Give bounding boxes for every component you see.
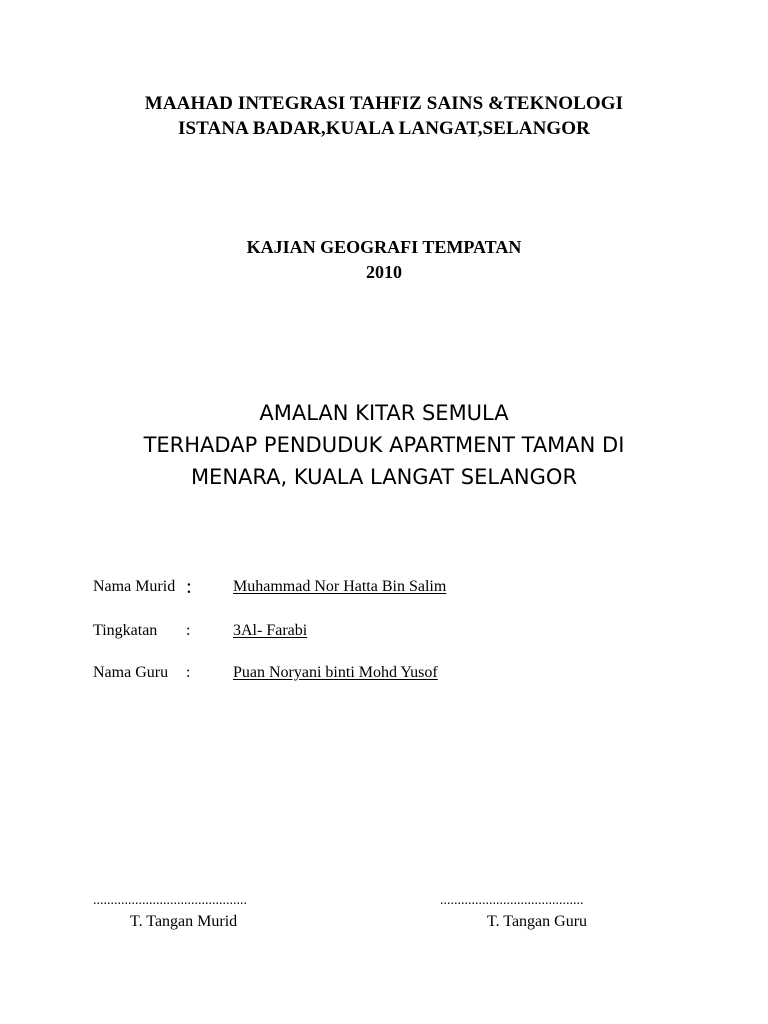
topic-line-3: MENARA, KUALA LANGAT SELANGOR	[190, 465, 578, 489]
school-name-line-2: ISTANA BADAR,KUALA LANGAT,SELANGOR	[178, 118, 590, 139]
school-name-line-1: MAAHAD INTEGRASI TAHFIZ SAINS &TEKNOLOGI	[144, 93, 624, 114]
study-title: KAJIAN GEOGRAFI TEMPATAN	[246, 237, 522, 257]
student-signature-label: T. Tangan Murid	[130, 913, 238, 930]
teacher-name-value: Puan Noryani binti Mohd Yusof	[233, 664, 438, 681]
form-value: 3Al- Farabi	[233, 622, 308, 639]
form-label: Tingkatan	[93, 622, 158, 639]
student-name-value: Muhammad Nor Hatta Bin Salim	[233, 578, 447, 595]
student-signature-line: ............................................	[93, 893, 247, 908]
teacher-signature-line: .........................................	[440, 893, 584, 908]
study-year: 2010	[366, 262, 402, 282]
teacher-name-label: Nama Guru	[93, 664, 169, 681]
topic-line-2: TERHADAP PENDUDUK APARTMENT TAMAN DI	[143, 433, 625, 457]
student-name-colon: :	[186, 574, 192, 598]
teacher-name-colon: :	[186, 664, 191, 681]
form-colon: :	[186, 622, 191, 639]
student-name-label: Nama Murid	[93, 578, 176, 595]
teacher-signature-label: T. Tangan Guru	[487, 913, 588, 930]
topic-line-1: AMALAN KITAR SEMULA	[259, 401, 509, 425]
